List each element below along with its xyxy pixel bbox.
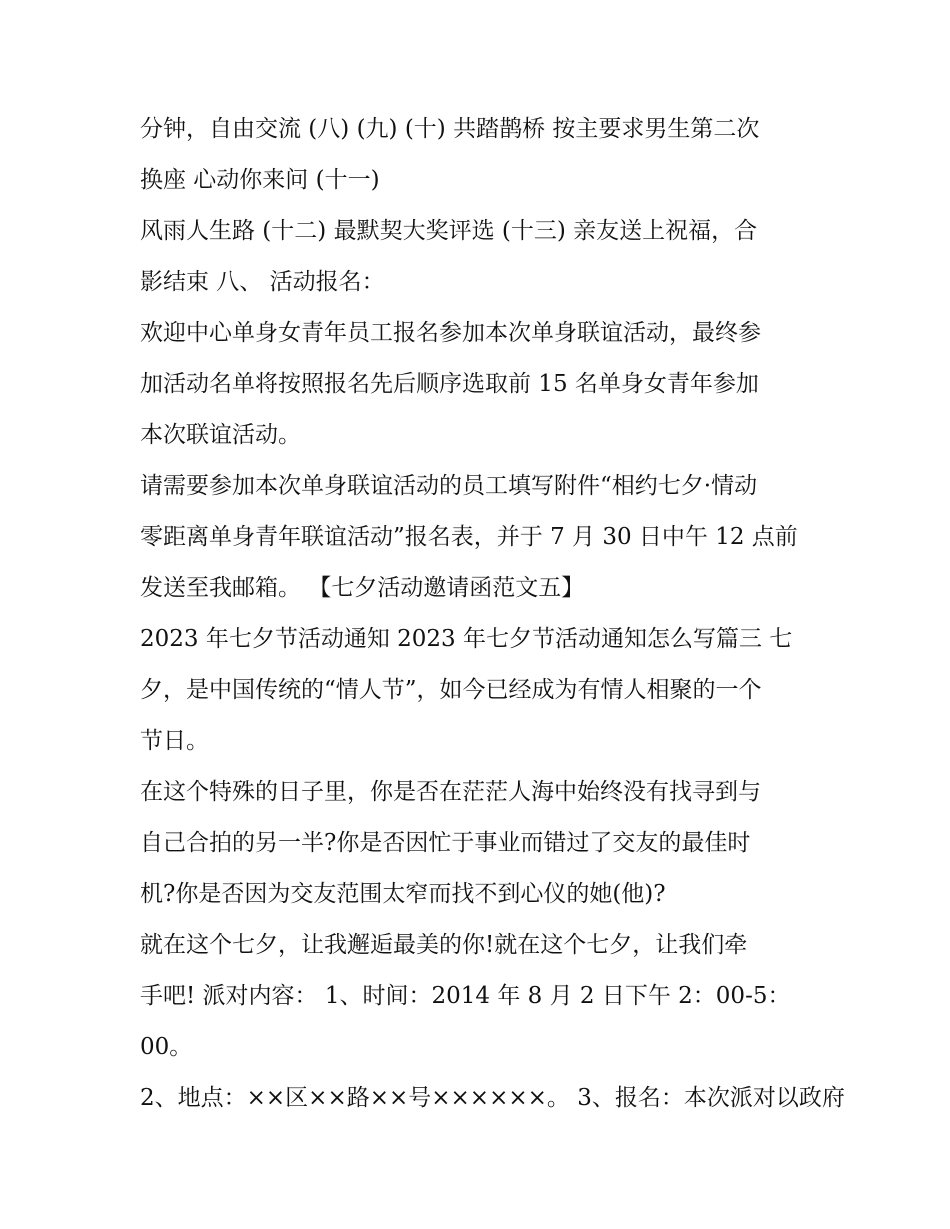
text-line: 分钟，自由交流 (八) (九) (十) 共踏鹊桥 按主要求男生第二次 [140,116,760,142]
text-line: 欢迎中心单身女青年员工报名参加本次单身联谊活动，最终参 [140,320,761,346]
text-line: 手吧! 派对内容： 1、时间：2014 年 8 月 2 日下午 2：00-5： [140,983,791,1009]
text-line: 就在这个七夕，让我邂逅最美的你!就在这个七夕，让我们牵 [140,932,748,958]
text-line: 请需要参加本次单身联谊活动的员工填写附件“相约七夕·情动 [140,473,758,499]
text-line: 零距离单身青年联谊活动”报名表，并于 7 月 30 日中午 12 点前 [140,524,798,550]
text-line: 机?你是否因为交友范围太窄而找不到心仪的她(他)? [140,881,666,907]
text-line: 换座 心动你来问 (十一) [140,167,380,193]
text-line: 影结束 八、 活动报名： [140,269,385,295]
text-line: 夕，是中国传统的“情人节”，如今已经成为有情人相聚的一个 [140,677,762,703]
text-line: 本次联谊活动。 [140,422,301,448]
text-line: 2、地点：××区××路××号××××××。 3、报名：本次派对以政府 [140,1085,845,1111]
text-line: 在这个特殊的日子里，你是否在茫茫人海中始终没有找寻到与 [140,779,761,805]
text-line: 2023 年七夕节活动通知 2023 年七夕节活动通知怎么写篇三 七 [140,626,793,652]
text-line: 00。 [140,1034,193,1060]
text-line: 自己合拍的另一半?你是否因忙于事业而错过了交友的最佳时 [140,830,751,856]
document-body [140,104,845,1124]
text-line: 加活动名单将按照报名先后顺序选取前 15 名单身女青年参加 [140,371,759,397]
text-line: 发送至我邮箱。 【七夕活动邀请函范文五】 [140,575,585,601]
text-line: 风雨人生路 (十二) 最默契大奖评选 (十三) 亲友送上祝福，合 [140,218,758,244]
text-line: 节日。 [140,728,209,754]
